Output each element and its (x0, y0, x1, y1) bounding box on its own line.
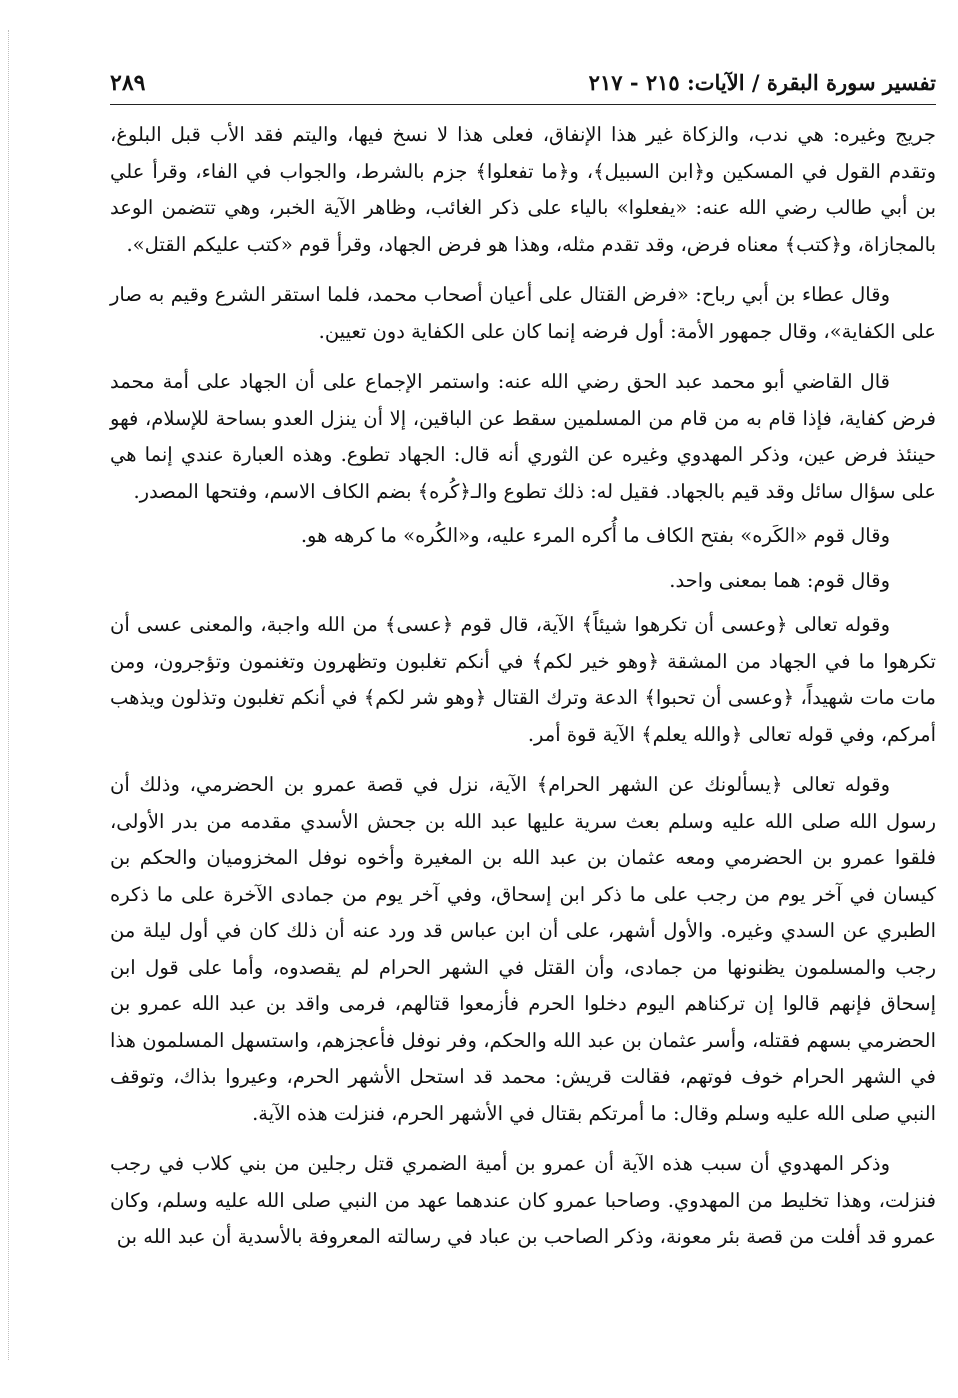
paragraph: جريج وغيره: هي ندب، والزكاة غير هذا الإنفاق، فعلى هذا لا نسخ فيها، واليتم فقد الأب قبل البلوغ، وتقدم القول في المسكين و﴿ابن السبيل﴾، و﴿ما تفعلوا﴾ جزم بالشرط، والجواب في الفاء، وقرأ علي بن أبي طالب رضي الله عنه: «يفعلوا» بالياء على ذكر الغائب، وظاهر الآية الخبر، وهي تتضمن الوعد بالمجازاة، و﴿كتب﴾ معناه فرض، وقد تقدم مثله، وهذا هو فرض الجهاد، وقرأ قوم «كتب عليكم القتل». (110, 123, 936, 256)
page-number: ٢٨٩ (110, 70, 146, 96)
page-edge-rule (8, 30, 9, 1360)
paragraph: وذكر المهدوي أن سبب هذه الآية أن عمرو بن أمية الضمري قتل رجلين من بني كلاب في رجب فنزلت، وهذا تخليط من المهدوي. وصاحبا عمرو كان عندهما عهد من النبي صلى الله عليه وسلم، وكان عمرو قد أفلت من قصة بئر معونة، وذكر الصاحب بن عباد في رسالته المعروفة بالأسدية أن عبد الله بن (110, 1152, 936, 1248)
paragraph: وقال قوم: هما بمعنى واحد. (669, 568, 890, 592)
paragraph: وقال قوم «الكَره» بفتح الكاف ما أُكره المرء عليه، و«الكُره» ما كرهه هو. (300, 524, 890, 547)
paragraph: وقال عطاء بن أبي رباح: «فرض القتال على أعيان أصحاب محمد، فلما استقر الشرع وقيم به صار على الكفاية»، وقال جمهور الأمة: أول فرضه إنما كان على الكفاية دون تعيين. (110, 283, 936, 343)
page-body (110, 117, 936, 1256)
page (110, 60, 936, 1270)
running-header (110, 60, 936, 105)
paragraph: قال القاضي أبو محمد عبد الحق رضي الله عنه: واستمر الإجماع على أن الجهاد على أمة محمد فرض كفاية، فإذا قام به من قام من المسلمين سقط عن الباقين، إلا أن ينزل العدو بساحة للإسلام، فهو حينئذ فرض عين، وذكر المهدوي وغيره عن الثوري أنه قال: الجهاد تطوع. وهذه العبارة عندي إنما هي على سؤال سائل وقد قيم بالجهاد. فقيل له: ذلك تطوع والـ﴿كُره﴾ بضم الكاف الاسم، وفتحها المصدر. (110, 370, 936, 503)
running-title: تفسير سورة البقرة / الآيات: ٢١٥ - ٢١٧ (588, 70, 936, 95)
paragraph: وقوله تعالى ﴿يسألونك عن الشهر الحرام﴾ الآية، نزل في قصة عمرو بن الحضرمي، وذلك أن رسول الله صلى الله عليه وسلم بعث سرية عليها عبد الله بن جحش الأسدي مقدمه من بدر الأولى، فلقوا عمرو بن الحضرمي ومعه عثمان بن عبد الله بن المغيرة وأخوه نوفل المخزوميان والحكم بن كيسان في آخر يوم من رجب على ما ذكر ابن إسحاق، وفي آخر يوم من جمادى الآخرة على ما ذكره الطبري عن السدي وغيره. والأول أشهر، على أن ابن عباس قد ورد عنه أن ذلك كان في أول ليلة من رجب والمسلمون يظنونها من جمادى، وأن القتل في الشهر الحرام لم يقصدوه، وأما على قول ابن إسحاق فإنهم قالوا إن تركناهم اليوم دخلوا الحرم فأزمعوا قتالهم، فرمى واقد بن عبد الله عمرو بن الحضرمي بسهم فقتله، وأسر عثمان بن عبد الله والحكم، وفر نوفل فأعجزهم، واستسهل المسلمون هذا في الشهر الحرام خوف فوتهم، فقالت قريش: محمد قد استحل الأشهر الحرم، وعيروا بذاك، وتوقف النبي صلى الله عليه وسلم وقال: ما أمرتكم بقتال في الأشهر الحرم، فنزلت هذه الآية. (110, 773, 936, 1125)
paragraph: وقوله تعالى ﴿وعسى أن تكرهوا شيئاً﴾ الآية، قال قوم ﴿عسى﴾ من الله واجبة، والمعنى عسى أن تكرهوا ما في الجهاد من المشقة ﴿وهو خير لكم﴾ في أنكم تغلبون وتظهرون وتغنمون وتؤجرون، ومن مات مات شهيداً، ﴿وعسى أن تحبوا﴾ الدعة وترك القتال ﴿وهو شر لكم﴾ في أنكم تغلبون وتذلون ويذهب أمركم، وفي قوله تعالى ﴿والله يعلم﴾ الآية قوة أمر. (110, 613, 936, 746)
